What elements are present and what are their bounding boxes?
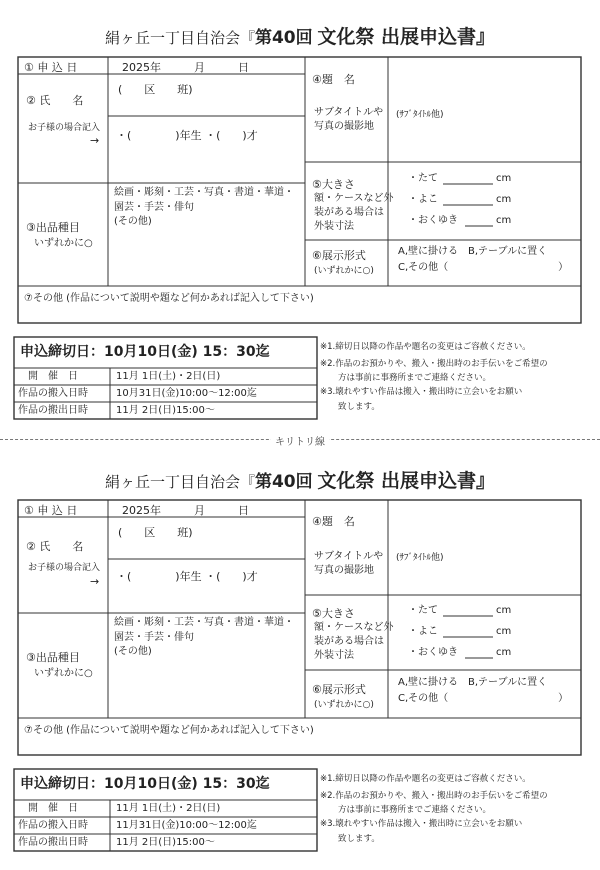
apply-date-label: ① 申 込 日 bbox=[24, 61, 78, 74]
display-option-ab[interactable]: A,壁に掛ける B,テーブルに置く bbox=[398, 246, 548, 257]
carry-out-value: 11月 2日(日)15:00～ bbox=[116, 837, 215, 848]
size-note-3: 外装寸法 bbox=[314, 221, 354, 232]
size-note-1: 額・ケースなど外 bbox=[314, 622, 394, 633]
note-2b: 方は事前に事務所までご連絡ください。 bbox=[338, 805, 492, 815]
note-3b: 致します。 bbox=[338, 402, 380, 412]
category-line: 絵画・彫刻・工芸・写真・書道・華道・ bbox=[114, 187, 294, 198]
child-note: お子様の場合記入 bbox=[28, 563, 101, 573]
form-title bbox=[0, 22, 600, 49]
form-title bbox=[0, 466, 600, 493]
other-label: ⑦その他 (作品について説明や題など何かあれば記入して下さい) bbox=[24, 725, 314, 736]
category-label: ③出品種目 bbox=[26, 221, 80, 234]
title-number: 第40回 bbox=[254, 472, 313, 492]
height-unit: cm bbox=[496, 605, 512, 616]
carry-in-label: 作品の搬入日時 bbox=[18, 388, 88, 399]
width-label: ・よこ bbox=[408, 194, 438, 205]
height-label: ・たて bbox=[408, 605, 438, 616]
event-date-value: 11月 1日(土)・2日(日) bbox=[116, 803, 221, 814]
subtitle-note-2: 写真の撮影地 bbox=[314, 565, 374, 576]
display-option-c[interactable]: C,その他（ ） bbox=[398, 693, 569, 704]
category-line: (その他) bbox=[114, 216, 152, 227]
subtitle-hint: (ｻﾌﾞﾀｲﾄﾙ他) bbox=[396, 553, 444, 563]
title-org: 絹ヶ丘一丁目自治会『 bbox=[104, 29, 255, 47]
width-unit: cm bbox=[496, 194, 512, 205]
display-option-ab[interactable]: A,壁に掛ける B,テーブルに置く bbox=[398, 677, 548, 688]
deadline: 申込締切日：10月10日(金) 15：30迄 bbox=[20, 776, 270, 792]
size-note-3: 外装寸法 bbox=[314, 650, 354, 661]
carry-out-label: 作品の搬出日時 bbox=[18, 837, 88, 848]
category-options[interactable] bbox=[114, 616, 294, 660]
category-label: ③出品種目 bbox=[26, 651, 80, 664]
title-main: 文化祭 出展申込書』 bbox=[317, 470, 496, 492]
width-unit: cm bbox=[496, 626, 512, 637]
arrow-icon: → bbox=[90, 575, 100, 588]
depth-unit: cm bbox=[496, 647, 512, 658]
depth-label: ・おくゆき bbox=[408, 215, 458, 226]
carry-in-value: 10月31日(金)10:00～12:00迄 bbox=[116, 388, 257, 399]
display-option-c[interactable]: C,その他（ ） bbox=[398, 262, 569, 273]
category-line: 園芸・手芸・俳句 bbox=[114, 631, 194, 643]
title-number: 第40回 bbox=[254, 28, 313, 48]
depth-label: ・おくゆき bbox=[408, 647, 458, 658]
size-note-1: 額・ケースなど外 bbox=[314, 193, 394, 204]
other-label: ⑦その他 (作品について説明や題など何かあれば記入して下さい) bbox=[24, 293, 314, 304]
display-sub: (いずれかに○) bbox=[314, 266, 374, 276]
size-label: ⑤大きさ bbox=[312, 178, 355, 191]
height-unit: cm bbox=[496, 173, 512, 184]
event-date-label: 開 催 日 bbox=[28, 371, 78, 382]
width-label: ・よこ bbox=[408, 626, 438, 637]
note-3a: ※3.壊れやすい作品は搬入・搬出時に立会いをお願い bbox=[320, 387, 523, 397]
display-label: ⑥展示形式 bbox=[312, 249, 366, 262]
display-sub: (いずれかに○) bbox=[314, 700, 374, 710]
child-grade-age-field[interactable]: ・( )年生 ・( )才 bbox=[116, 570, 258, 583]
category-options[interactable] bbox=[114, 186, 294, 230]
carry-out-value: 11月 2日(日)15:00～ bbox=[116, 405, 215, 416]
title-label: ④題 名 bbox=[312, 515, 355, 528]
title-main: 文化祭 出展申込書』 bbox=[317, 26, 496, 48]
category-line: 絵画・彫刻・工芸・写真・書道・華道・ bbox=[114, 617, 294, 628]
name-label: ② 氏 名 bbox=[26, 94, 84, 107]
deadline: 申込締切日：10月10日(金) 15：30迄 bbox=[20, 344, 270, 360]
event-date-value: 11月 1日(土)・2日(日) bbox=[116, 371, 221, 382]
carry-out-label: 作品の搬出日時 bbox=[18, 405, 88, 416]
category-sub: いずれかに○ bbox=[34, 238, 93, 249]
category-line: 園芸・手芸・俳句 bbox=[114, 201, 194, 213]
child-grade-age-field[interactable]: ・( )年生 ・( )才 bbox=[116, 129, 258, 142]
subtitle-note-1: サブタイトルや bbox=[314, 107, 384, 118]
apply-date-field[interactable]: 2025年 月 日 bbox=[122, 504, 249, 517]
child-note: お子様の場合記入 bbox=[28, 123, 101, 133]
note-1: ※1.締切日以降の作品や題名の変更はご容赦ください。 bbox=[320, 342, 531, 352]
size-note-2: 装がある場合は bbox=[314, 207, 384, 218]
carry-in-label: 作品の搬入日時 bbox=[18, 820, 88, 831]
subtitle-note-2: 写真の撮影地 bbox=[314, 121, 374, 132]
carry-in-value: 11月31日(金)10:00～12:00迄 bbox=[116, 820, 257, 831]
note-3a: ※3.壊れやすい作品は搬入・搬出時に立会いをお願い bbox=[320, 819, 523, 829]
name-label: ② 氏 名 bbox=[26, 540, 84, 553]
subtitle-note-1: サブタイトルや bbox=[314, 551, 384, 562]
note-2a: ※2.作品のお預かりや、搬入・搬出時のお手伝いをご希望の bbox=[320, 791, 548, 801]
district-field[interactable]: ( 区 班) bbox=[118, 526, 193, 539]
district-field[interactable]: ( 区 班) bbox=[118, 83, 193, 96]
size-note-2: 装がある場合は bbox=[314, 636, 384, 647]
apply-date-label: ① 申 込 日 bbox=[24, 504, 78, 517]
apply-date-field[interactable]: 2025年 月 日 bbox=[122, 61, 249, 74]
depth-unit: cm bbox=[496, 215, 512, 226]
event-date-label: 開 催 日 bbox=[28, 803, 78, 814]
height-label: ・たて bbox=[408, 173, 438, 184]
category-line: (その他) bbox=[114, 646, 152, 657]
display-label: ⑥展示形式 bbox=[312, 683, 366, 696]
note-1: ※1.締切日以降の作品や題名の変更はご容赦ください。 bbox=[320, 774, 531, 784]
note-3b: 致します。 bbox=[338, 834, 380, 844]
size-label: ⑤大きさ bbox=[312, 607, 355, 620]
arrow-icon: → bbox=[90, 134, 100, 147]
note-2a: ※2.作品のお預かりや、搬入・搬出時のお手伝いをご希望の bbox=[320, 359, 548, 369]
cut-line bbox=[0, 433, 600, 447]
cut-label: キリトリ線 bbox=[271, 433, 329, 448]
category-sub: いずれかに○ bbox=[34, 668, 93, 679]
note-2b: 方は事前に事務所までご連絡ください。 bbox=[338, 373, 492, 383]
subtitle-hint: (ｻﾌﾞﾀｲﾄﾙ他) bbox=[396, 110, 444, 120]
title-label: ④題 名 bbox=[312, 73, 355, 86]
title-org: 絹ヶ丘一丁目自治会『 bbox=[104, 473, 255, 491]
